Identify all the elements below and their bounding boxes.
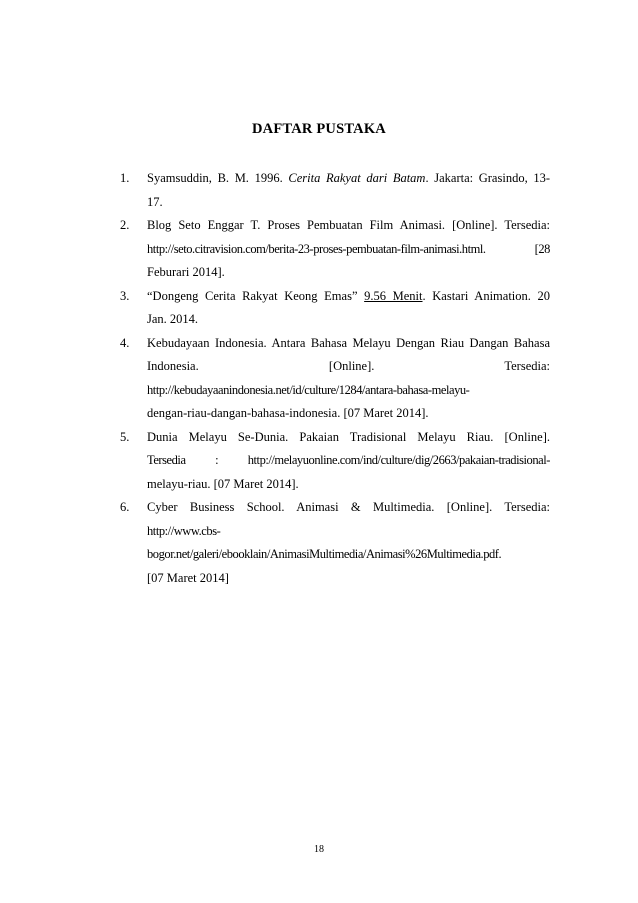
reference-item-1 (120, 167, 550, 214)
reference-line: melayu-riau. [07 Maret 2014]. (147, 476, 299, 491)
page-title: DAFTAR PUSTAKA (252, 121, 386, 137)
reference-url: http://melayuonline.com/ind/culture/dig/2663/pakaian-tradisional- (247, 453, 550, 467)
reference-title-italic: Cerita Rakyat dari Batam (288, 171, 426, 185)
reference-line (147, 167, 550, 191)
reference-text: Indonesia. (147, 359, 199, 373)
reference-url: bogor.net/galeri/ebooklain/AnimasiMultimedia/Animasi%26Multimedia.pdf. (147, 547, 502, 561)
reference-text: . Kastari Animation. 20 (422, 288, 551, 303)
reference-number: 4. (120, 335, 130, 350)
reference-line: 17. (147, 194, 163, 209)
reference-text: “Dongeng Cerita Rakyat Keong Emas” (147, 288, 358, 303)
reference-item-3 (120, 285, 550, 332)
reference-line: Jan. 2014. (147, 312, 199, 326)
reference-item-5 (120, 426, 550, 497)
reference-line (147, 285, 550, 309)
reference-line: Cyber Business School. Animasi & Multimedia. [Online]. Tersedia: (147, 500, 550, 514)
reference-text: [Online]. (328, 359, 375, 373)
reference-url: http://www.cbs- (147, 523, 221, 538)
reference-line (147, 449, 550, 473)
reference-line: Blog Seto Enggar T. Proses Pembuatan Film Animasi. [Online]. Tersedia: (147, 218, 550, 232)
reference-item-6 (120, 496, 550, 590)
reference-text: Syamsuddin, B. M. 1996. (147, 171, 283, 185)
reference-list (120, 167, 550, 590)
reference-text: Tersedia: (504, 359, 551, 373)
reference-number: 1. (120, 171, 130, 185)
page-number: 18 (314, 844, 324, 855)
reference-number: 2. (120, 218, 130, 232)
reference-line: Feburari 2014]. (147, 265, 225, 279)
reference-line: dengan-riau-dangan-bahasa-indonesia. [07 Maret 2014]. (147, 406, 429, 420)
reference-line (147, 355, 550, 379)
reference-duration-underlined: 9.56 Menit (364, 288, 423, 303)
reference-text: : (215, 453, 219, 467)
reference-line (147, 238, 550, 262)
reference-number: 5. (120, 429, 130, 444)
reference-text: Tersedia (147, 453, 186, 467)
reference-number: 3. (120, 288, 130, 303)
reference-url: http://seto.citravision.com/berita-23-proses-pembuatan-film-animasi.html. (147, 241, 486, 256)
reference-line: Kebudayaan Indonesia. Antara Bahasa Melayu Dengan Riau Dangan Bahasa (147, 335, 550, 350)
reference-item-4 (120, 332, 550, 426)
reference-item-2 (120, 214, 550, 285)
reference-line: [07 Maret 2014] (147, 570, 229, 585)
reference-number: 6. (120, 500, 130, 514)
reference-text: . Jakarta: Grasindo, 13- (425, 171, 551, 185)
reference-line: Dunia Melayu Se-Dunia. Pakaian Tradisional Melayu Riau. [Online]. (147, 429, 550, 444)
reference-text: [28 (534, 241, 550, 256)
reference-url: http://kebudayaanindonesia.net/id/culture/1284/antara-bahasa-melayu- (147, 382, 470, 397)
